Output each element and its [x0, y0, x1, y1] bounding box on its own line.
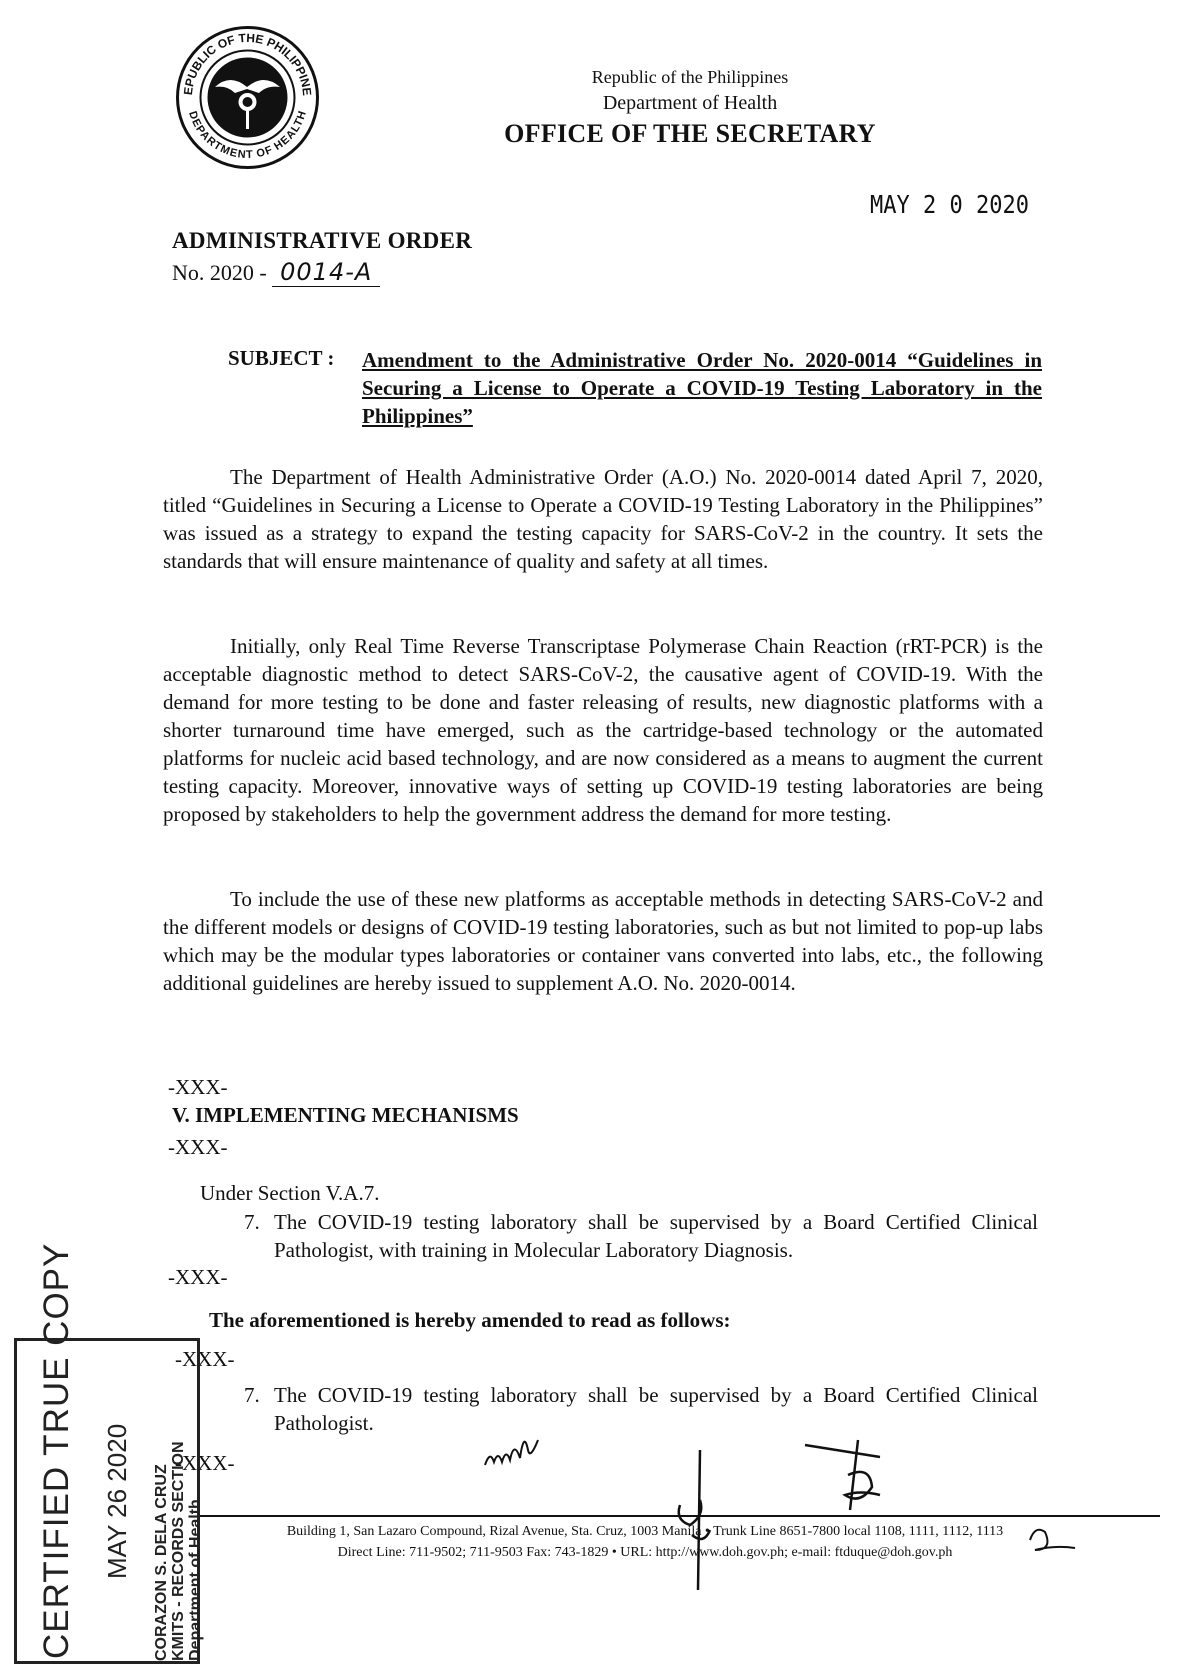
office-text: OFFICE OF THE SECRETARY [504, 119, 876, 148]
order-number [172, 258, 380, 287]
seal-text-top: EPUBLIC OF THE PHILIPPINE [180, 30, 315, 97]
item-text: The COVID-19 testing laboratory shall be supervised by a Board Certified Clinical Pathologist. [274, 1383, 1038, 1435]
secretary-signature [800, 1435, 910, 1515]
doh-seal [175, 25, 320, 170]
subject-label: SUBJECT : [228, 346, 335, 370]
separator: -XXX- [175, 1451, 235, 1475]
initial-mark-signature [670, 1445, 730, 1595]
item-number: 7. [244, 1210, 260, 1234]
separator: -XXX- [168, 1075, 228, 1099]
footer-address: Building 1, San Lazaro Compound, Rizal Avenue, Sta. Cruz, 1003 Manila • Trunk Line 8651-7800 local 1108, 1111, 1112, 1113 [286, 1524, 1004, 1539]
separator: -XXX- [168, 1135, 228, 1159]
item-number: 7. [244, 1383, 260, 1407]
issue-date: MAY 2 0 2020 [870, 191, 1029, 220]
item-text: The COVID-19 testing laboratory shall be supervised by a Board Certified Clinical Pathologist, with training in Molecular Laboratory Diagnosis. [274, 1210, 1038, 1262]
section-heading: V. IMPLEMENTING MECHANISMS [172, 1103, 519, 1127]
stamp-date: MAY 26 2020 [102, 1423, 132, 1579]
order-number-handwritten: 0014-A [272, 258, 380, 287]
footer-contact: Direct Line: 711-9502; 711-9503 Fax: 743-1829 • URL: http://www.doh.gov.ph; e-mail: ftduque@doh.gov.ph [337, 1545, 953, 1560]
original-item-7 [244, 1208, 1040, 1264]
republic-text: Republic of the Philippines [591, 67, 789, 87]
amended-item-7 [244, 1381, 1040, 1437]
under-section: Under Section V.A.7. [200, 1181, 380, 1205]
subject-text: Amendment to the Administrative Order No. 2020-0014 “Guidelines in Securing a License to Operate a COVID-19 Testing Laboratory in the Philippines” [362, 348, 1042, 428]
department-text: Department of Health [602, 92, 778, 114]
separator: -XXX- [175, 1347, 235, 1371]
order-title: ADMINISTRATIVE ORDER [172, 228, 473, 253]
amendment-intro: The aforementioned is hereby amended to read as follows: [209, 1308, 731, 1332]
stamp-name: CORAZON S. DELA CRUZ [153, 1464, 170, 1661]
footer-rule [200, 1515, 1160, 1517]
stamp-label: CERTIFIED TRUE COPY [37, 1242, 76, 1659]
letterhead [470, 65, 910, 151]
stamp-dept: Department of Health [187, 1499, 204, 1661]
paragraph-1: The Department of Health Administrative Order (A.O.) No. 2020-0014 dated April 7, 2020, titled “Guidelines in Securing a License to Operate a COVID-19 Testing Laboratory in the Philippines” was issued as a strategy to expand the testing capacity for SARS-CoV-2 in the country. It sets the standards that will ensure maintenance of quality and safety at all times. [163, 465, 1043, 573]
stamp-unit: KMITS - RECORDS SECTION [170, 1441, 187, 1661]
paragraph-2: Initially, only Real Time Reverse Transcriptase Polymerase Chain Reaction (rRT-PCR) is the acceptable diagnostic method to detect SARS-CoV-2, the causative agent of COVID-19. With the demand for more testing to be done and faster releasing of results, new diagnostic platforms with a shorter turnaround time have emerged, such as the cartridge-based technology or the automated platforms for nucleic acid based technology, and are now considered as a means to augment the current testing capacity. Moreover, innovative ways of setting up COVID-19 testing laboratories are being proposed by stakeholders to help the government address the demand for more testing. [163, 634, 1043, 826]
stamp-certifier [153, 1441, 204, 1661]
seal-text-bottom: DEPARTMENT OF HEALTH [186, 109, 309, 162]
order-number-prefix: No. 2020 - [172, 260, 267, 285]
separator: -XXX- [168, 1265, 228, 1289]
paragraph-3: To include the use of these new platforms as acceptable methods in detecting SARS-CoV-2 and the different models or designs of COVID-19 testing laboratories, such as but not limited to pop-up labs which may be the modular types laboratories or container vans converted into labs, etc., the following additional guidelines are hereby issued to supplement A.O. No. 2020-0014. [163, 887, 1043, 995]
